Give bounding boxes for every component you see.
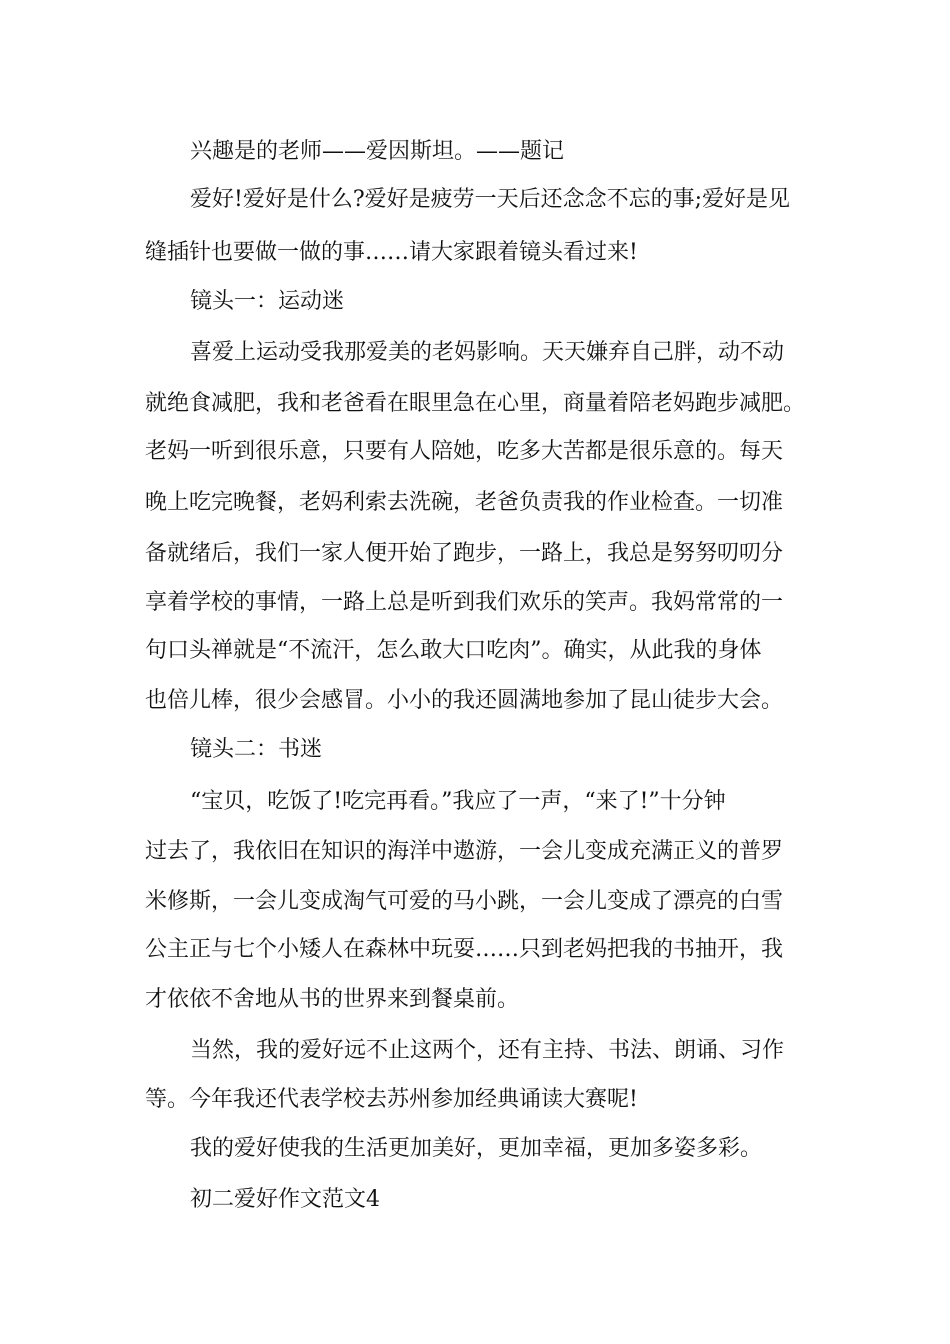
paragraph-line: 米修斯，一会儿变成淘气可爱的马小跳，一会儿变成了漂亮的白雪: [145, 889, 784, 914]
paragraph-line: 句口头禅就是“不流汗，怎么敢大口吃肉”。确实，从此我的身体: [145, 638, 762, 663]
paragraph-line: 我的爱好使我的生活更加美好，更加幸福，更加多姿多彩。: [190, 1136, 763, 1161]
section-heading: 镜头一：运动迷: [190, 289, 345, 314]
article-title: 初二爱好作文范文4: [190, 1187, 380, 1212]
section-heading: 镜头二：书迷: [190, 737, 323, 762]
paragraph-line: 爱好!爱好是什么?爱好是疲劳一天后还念念不忘的事;爱好是见: [190, 187, 791, 212]
paragraph-line: 也倍儿棒，很少会感冒。小小的我还圆满地参加了昆山徒步大会。: [145, 688, 784, 713]
paragraph-line: 当然，我的爱好远不止这两个，还有主持、书法、朗诵、习作: [190, 1038, 785, 1063]
paragraph-line: 备就绪后，我们一家人便开始了跑步，一路上，我总是努努叨叨分: [145, 541, 784, 566]
epigraph-line: 兴趣是的老师——爱因斯坦。——题记: [190, 139, 565, 164]
paragraph-line: “宝贝，吃饭了!吃完再看。”我应了一声，“来了!”十分钟: [190, 789, 726, 814]
paragraph-line: 过去了，我依旧在知识的海洋中遨游，一会儿变成充满正义的普罗: [145, 839, 784, 864]
paragraph-line: 喜爱上运动受我那爱美的老妈影响。天天嫌弃自己胖，动不动: [190, 340, 785, 365]
paragraph-line: 公主正与七个小矮人在森林中玩耍……只到老妈把我的书抽开，我: [145, 937, 784, 962]
paragraph-line: 缝插针也要做一做的事……请大家跟着镜头看过来!: [145, 240, 638, 265]
paragraph-line: 就绝食减肥，我和老爸看在眼里急在心里，商量着陪老妈跑步减肥。: [145, 391, 806, 416]
paragraph-line: 老妈一听到很乐意，只要有人陪她，吃多大苦都是很乐意的。每天: [145, 439, 784, 464]
paragraph-line: 才依依不舍地从书的世界来到餐桌前。: [145, 987, 520, 1012]
paragraph-line: 等。今年我还代表学校去苏州参加经典诵读大赛呢!: [145, 1087, 638, 1112]
paragraph-line: 享着学校的事情，一路上总是听到我们欢乐的笑声。我妈常常的一: [145, 590, 784, 615]
paragraph-line: 晚上吃完晚餐，老妈利索去洗碗，老爸负责我的作业检查。一切准: [145, 490, 784, 515]
